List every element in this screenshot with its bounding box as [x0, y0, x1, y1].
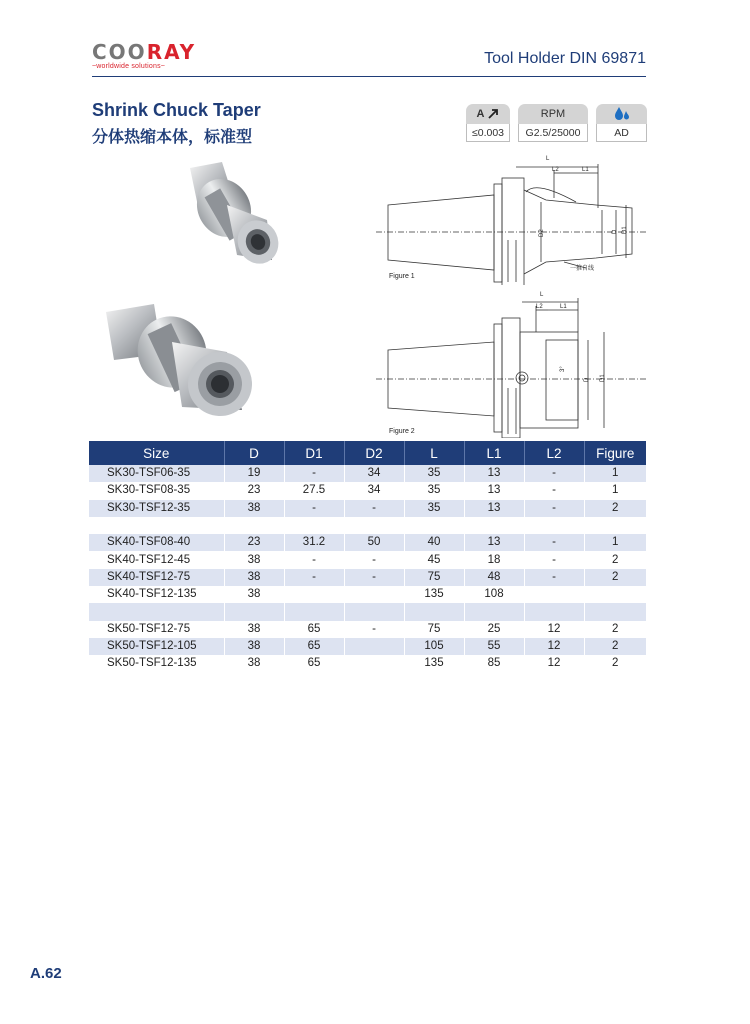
cell-size: SK50-TSF12-135 [89, 655, 224, 672]
header-l: L [404, 441, 464, 465]
cell-d [224, 603, 284, 620]
cell-figure: 2 [612, 657, 619, 670]
cell-d: 38 [224, 551, 284, 568]
cell-d2: 34 [344, 482, 404, 499]
cell-l: 75 [404, 621, 464, 638]
page-number: A.62 [30, 965, 62, 982]
coolant-drops-icon [613, 106, 631, 122]
cell-l: 45 [404, 551, 464, 568]
cell-d1 [284, 517, 344, 534]
cell-size [89, 517, 224, 534]
figure-1-drawing [376, 150, 648, 285]
cell-l2 [524, 586, 584, 603]
cell-d2 [344, 655, 404, 672]
cell-l2: 12 [524, 621, 584, 638]
cell-figure [584, 603, 646, 620]
cell-d1: 27.5 [284, 482, 344, 499]
cell-d: 38 [224, 621, 284, 638]
cell-d1 [284, 586, 344, 603]
cell-l: 135 [404, 586, 464, 603]
cell-d1: - [284, 500, 344, 517]
cell-l2: - [524, 534, 584, 551]
coolant-spec-header [596, 104, 647, 124]
cell-l1: 25 [464, 621, 524, 638]
cell-size: SK40-TSF12-75 [89, 569, 224, 586]
rpm-spec [518, 104, 588, 142]
fig1-note: 一推自线 [570, 265, 595, 272]
cell-l [404, 517, 464, 534]
cell-d2 [344, 517, 404, 534]
table-row [89, 465, 646, 482]
fig2-dim-L: L [540, 292, 544, 298]
cell-l: 35 [404, 482, 464, 499]
coolant-spec [596, 104, 647, 142]
cell-l: 40 [404, 534, 464, 551]
cell-figure: 2 [612, 553, 619, 566]
figure-2-label: Figure 2 [389, 428, 415, 435]
table-row [89, 586, 646, 603]
table-row [89, 517, 646, 534]
cell-figure: 2 [612, 622, 619, 635]
cell-d: 38 [224, 500, 284, 517]
cell-d2 [344, 603, 404, 620]
fig2-dim-L1: L1 [560, 304, 567, 310]
cell-l1 [464, 603, 524, 620]
runout-arrow-icon [487, 108, 499, 120]
cell-l1: 13 [464, 482, 524, 499]
cell-l2: 12 [524, 638, 584, 655]
table-row [89, 603, 646, 620]
cell-d: 23 [224, 534, 284, 551]
table-row [89, 482, 646, 499]
cell-figure [584, 586, 646, 603]
cell-l1: 13 [464, 534, 524, 551]
header-figure: Figure [584, 441, 646, 465]
cell-d: 19 [224, 465, 284, 482]
figure-1-label: Figure 1 [389, 273, 415, 280]
cell-size: SK40-TSF08-40 [89, 534, 224, 551]
cell-l: 35 [404, 465, 464, 482]
cell-l2 [524, 603, 584, 620]
table-row [89, 621, 646, 638]
cell-size: SK50-TSF12-75 [89, 621, 224, 638]
runout-spec-header: A [466, 104, 510, 124]
table-row [89, 655, 646, 672]
header-divider [92, 76, 646, 77]
runout-spec [466, 104, 510, 142]
cell-figure: 1 [584, 534, 646, 551]
cell-d: 38 [224, 655, 284, 672]
cell-d [224, 517, 284, 534]
cell-d: 38 [224, 638, 284, 655]
cell-l1: 108 [464, 586, 524, 603]
table-row [89, 569, 646, 586]
logo-wordmark: COORAY [92, 40, 197, 64]
cell-l1: 48 [464, 569, 524, 586]
coolant-spec-value: AD [596, 124, 647, 142]
cell-figure: 2 [584, 569, 646, 586]
logo-tagline: ~worldwide solutions~ [92, 63, 166, 70]
fig1-dim-L1: L1 [582, 167, 589, 173]
fig2-angle: 3° [560, 366, 566, 372]
tool-holder-photo-2 [102, 302, 257, 422]
cell-d1: 65 [284, 655, 344, 672]
document-title: Tool Holder DIN 69871 [484, 50, 646, 67]
header-d: D [224, 441, 284, 465]
table-row [89, 500, 646, 517]
cell-l1: 13 [464, 500, 524, 517]
cell-size: SK50-TSF12-105 [89, 638, 224, 655]
cell-figure: 1 [584, 465, 646, 482]
cell-d2: - [344, 569, 404, 586]
cell-size: SK30-TSF06-35 [89, 465, 224, 482]
cell-d: 38 [224, 586, 284, 603]
cell-l1: 13 [464, 465, 524, 482]
cell-d1: - [284, 551, 344, 568]
fig1-dim-D1: D1 [622, 226, 628, 234]
cell-figure [584, 517, 646, 534]
fig2-dim-D1: D1 [600, 374, 606, 382]
header-d1: D1 [284, 441, 344, 465]
cell-d2: - [344, 621, 404, 638]
cell-d2: - [344, 551, 404, 568]
cell-d1: 31.2 [284, 534, 344, 551]
cooray-logo [92, 42, 202, 76]
dimension-table [89, 441, 646, 673]
rpm-spec-value: G2.5/25000 [518, 124, 588, 142]
cell-l1 [464, 517, 524, 534]
fig1-dim-D: D [612, 229, 618, 234]
rpm-spec-header: RPM [518, 104, 588, 124]
cell-d1 [284, 603, 344, 620]
cell-d1: 65 [284, 621, 344, 638]
fig1-dim-L2: L2 [552, 167, 559, 173]
fig1-dim-L: L [546, 156, 550, 162]
table-row [89, 534, 646, 551]
cell-l2: 12 [524, 655, 584, 672]
table-row [89, 638, 646, 655]
figure-2-drawing [376, 288, 648, 438]
cell-d: 38 [224, 569, 284, 586]
fig2-dim-L2: L2 [536, 304, 543, 310]
cell-l1: 85 [464, 655, 524, 672]
table-header-row [89, 441, 646, 465]
fig2-dim-D: D [584, 377, 590, 382]
product-title: Shrink Chuck Taper [92, 100, 261, 120]
cell-d1: 65 [284, 638, 344, 655]
cell-l2: - [524, 551, 584, 568]
cell-size: SK30-TSF12-35 [89, 500, 224, 517]
header-size: Size [89, 441, 224, 465]
cell-l1: 55 [464, 638, 524, 655]
runout-spec-value: ≤0.003 [466, 124, 510, 142]
cell-d2 [344, 586, 404, 603]
cell-l: 105 [404, 638, 464, 655]
cell-l1: 18 [464, 551, 524, 568]
cell-d1: - [284, 569, 344, 586]
cell-d1: - [284, 465, 344, 482]
cell-size: SK40-TSF12-135 [89, 586, 224, 603]
cell-l2: - [524, 482, 584, 499]
cell-figure: 2 [584, 500, 646, 517]
cell-l2: - [524, 500, 584, 517]
cell-d: 23 [224, 482, 284, 499]
cell-l2 [524, 517, 584, 534]
cell-d2: 50 [344, 534, 404, 551]
cell-figure: 1 [612, 484, 619, 497]
table-row [89, 551, 646, 568]
fig1-dim-D2: D2 [539, 229, 545, 237]
cell-figure: 2 [584, 638, 646, 655]
cell-l2: - [524, 465, 584, 482]
cell-l2: - [524, 569, 584, 586]
cell-d2: 34 [344, 465, 404, 482]
cell-l: 35 [404, 500, 464, 517]
cell-l [404, 603, 464, 620]
cell-size: SK30-TSF08-35 [89, 482, 224, 499]
header-l1: L1 [464, 441, 524, 465]
cell-size [89, 603, 224, 620]
cell-d2 [344, 638, 404, 655]
tool-holder-photo-1 [172, 160, 287, 275]
product-subtitle: 分体热缩本体，标准型 [92, 127, 253, 146]
cell-l: 75 [404, 569, 464, 586]
cell-d2: - [344, 500, 404, 517]
header-l2: L2 [524, 441, 584, 465]
cell-size: SK40-TSF12-45 [89, 551, 224, 568]
cell-l: 135 [404, 655, 464, 672]
header-d2: D2 [344, 441, 404, 465]
